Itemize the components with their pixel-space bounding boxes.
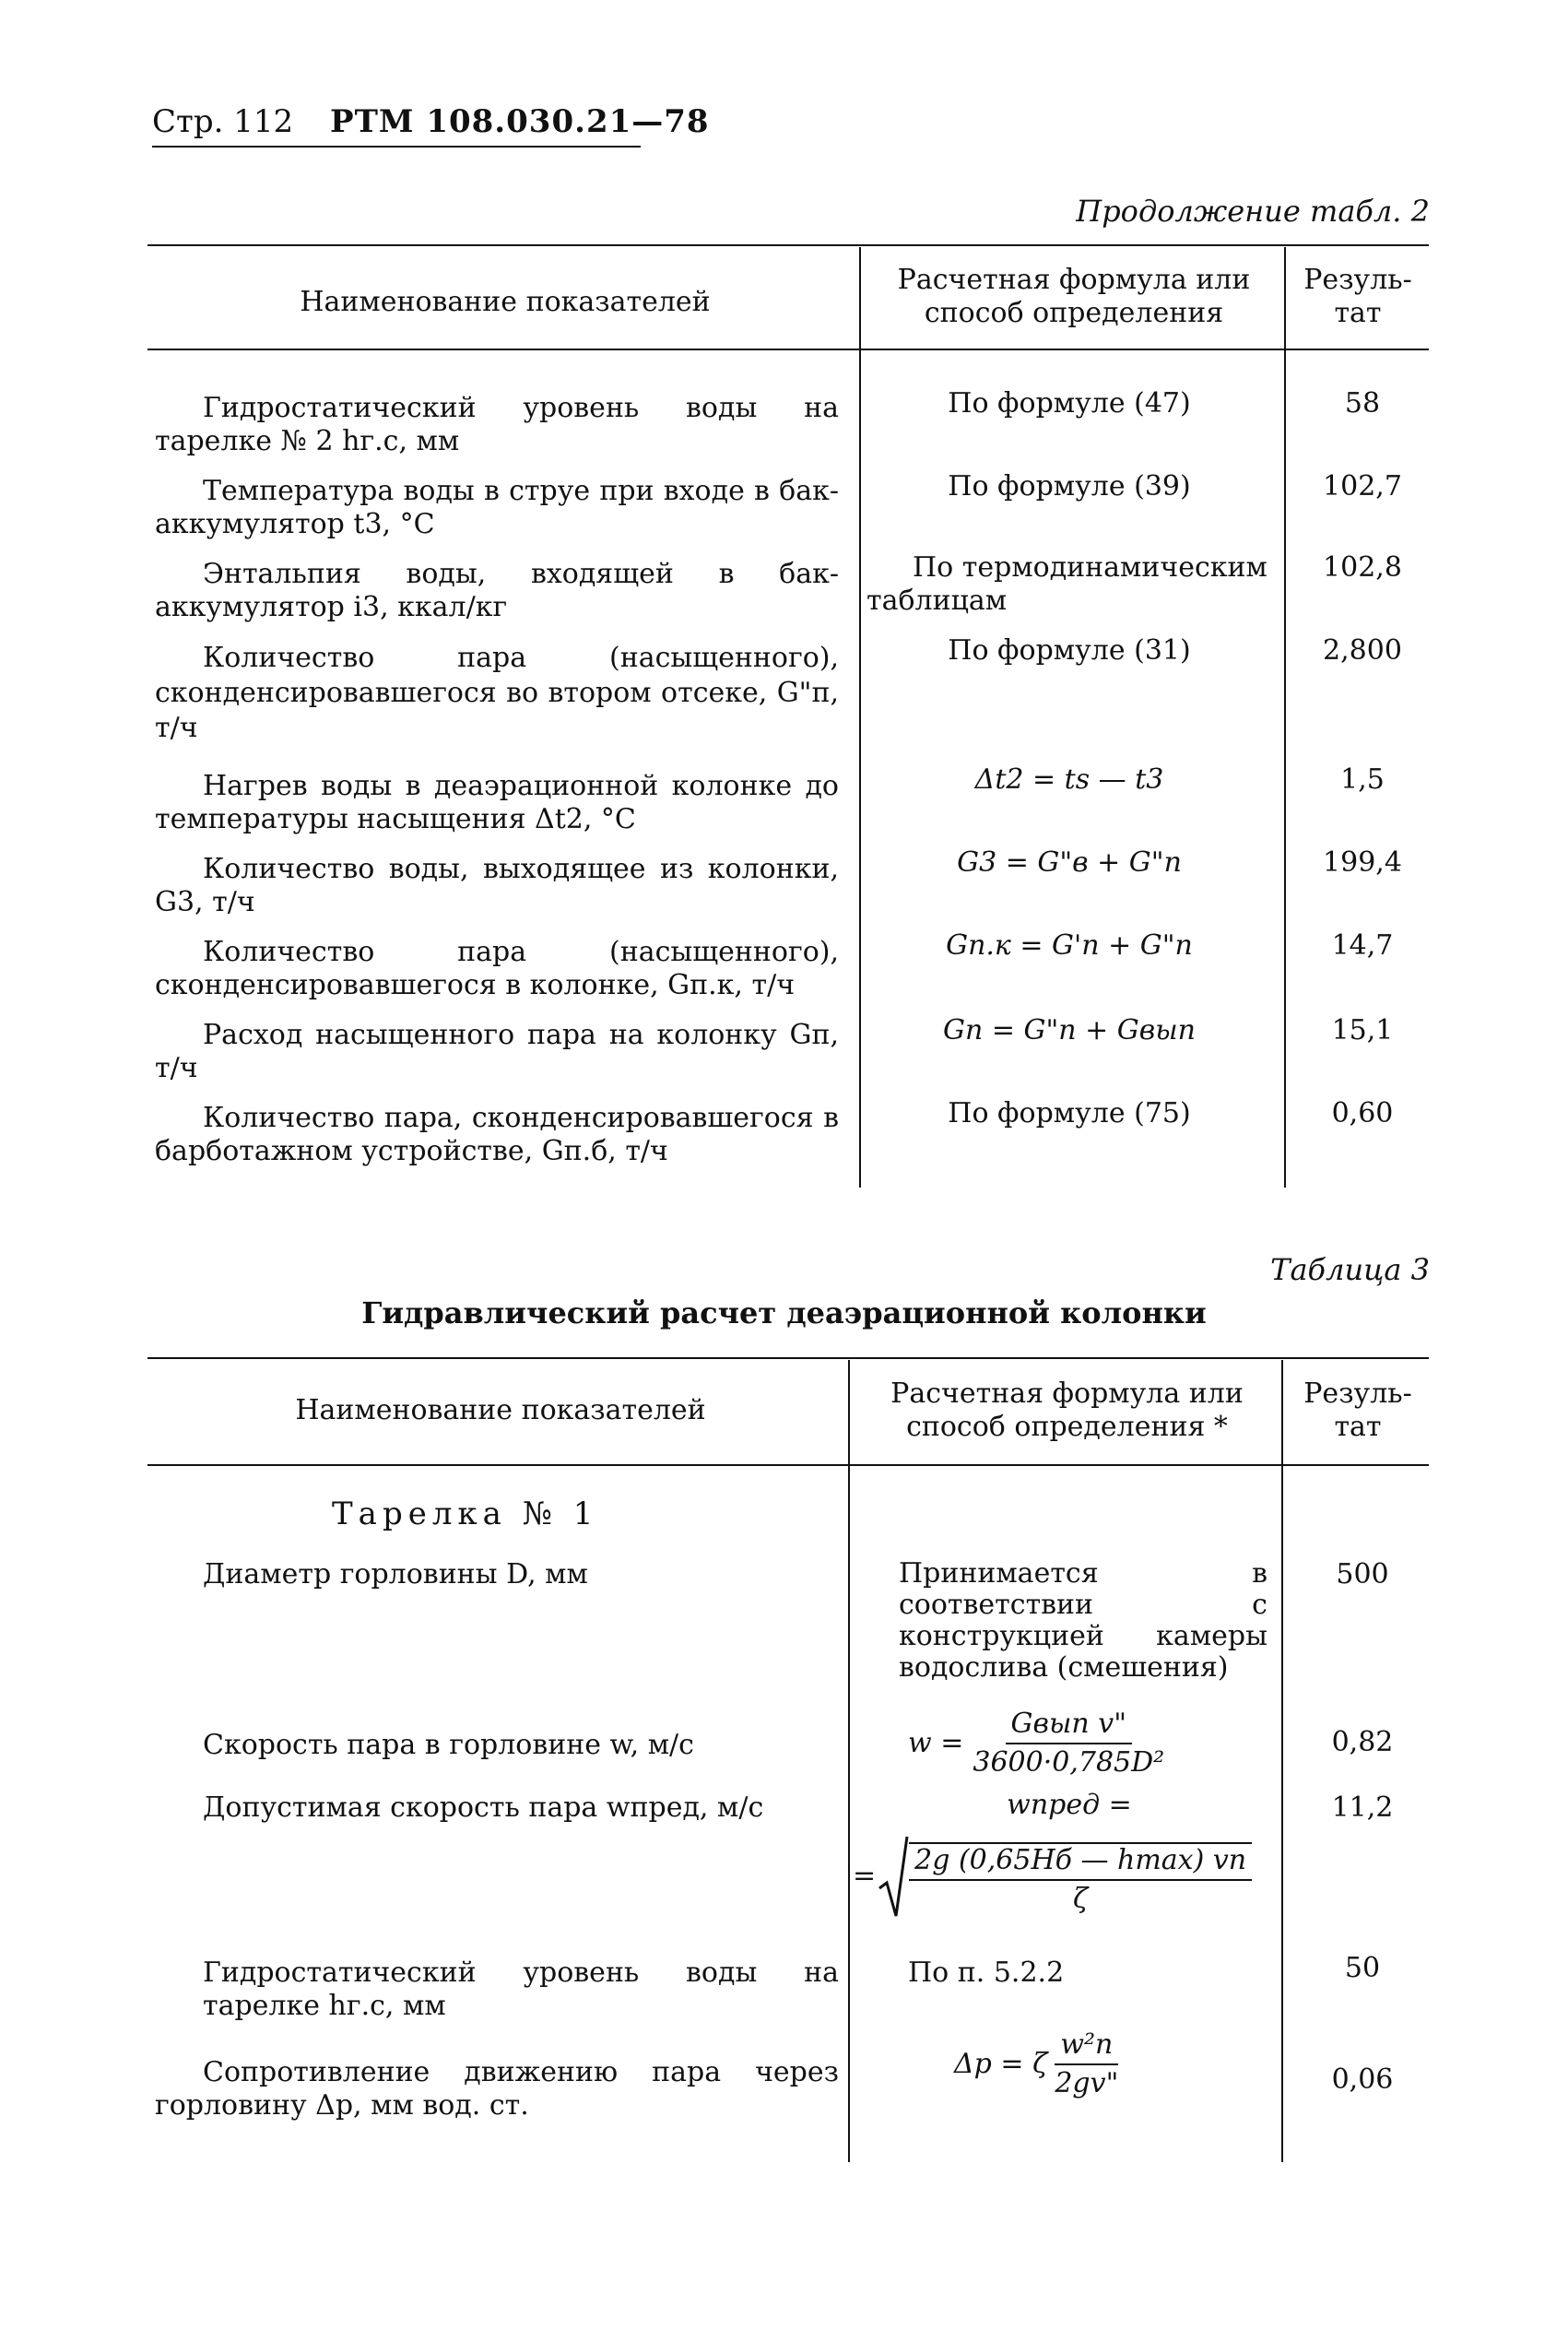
- table3-col-name: Наименование показателей: [295, 1394, 706, 1426]
- table2-row7-formula: Gп.к = G'п + G"п: [946, 929, 1193, 962]
- table3-row3-result: 11,2: [1331, 1791, 1394, 1824]
- table2-row6-result: 199,4: [1323, 846, 1402, 879]
- table2-col-formula: Расчетная формула или способ определения: [897, 264, 1251, 329]
- table3-header-rule: [147, 1464, 1429, 1466]
- table3-caption: Таблица 3: [1270, 1252, 1430, 1287]
- table2-top-rule: [147, 244, 1429, 246]
- table3-row5-formula-numerator: w²п: [1055, 2028, 1118, 2065]
- table3-row3-formula-denominator: ζ: [1072, 1883, 1089, 1915]
- table2-row8-result: 15,1: [1331, 1014, 1394, 1046]
- table2-row7-name: Количество пара (насыщенного), сконденсировавшегося в колонке, Gп.к, т/ч: [155, 936, 839, 1001]
- table3-row2-formula-lhs: w =: [908, 1727, 964, 1759]
- table2-row6-formula: G3 = G"в + G"п: [957, 846, 1182, 879]
- table2-row2-formula: По формуле (39): [948, 470, 1191, 502]
- table3-col-formula: Расчетная формула или способ определения *: [890, 1377, 1244, 1443]
- table3-col-divider-1: [848, 1360, 850, 2162]
- table2-col-divider-2: [1284, 247, 1286, 1188]
- sqrt-icon: [878, 1835, 909, 1918]
- table2-row9-result: 0,60: [1331, 1097, 1394, 1129]
- table2-row3-name: Энтальпия воды, входящей в бак-аккумулятор i3, ккал/кг: [155, 558, 839, 623]
- table2-row7-result: 14,7: [1331, 929, 1394, 962]
- table3-row5-formula-denominator: 2gv": [1055, 2067, 1119, 2099]
- table2-row8-formula: Gп = G"п + Gвып: [943, 1014, 1196, 1046]
- table2-row9-formula: По формуле (75): [948, 1097, 1191, 1129]
- table3-col-result: Резуль-тат: [1303, 1377, 1412, 1443]
- table3-row5-formula: [954, 2028, 1118, 2100]
- table3-row4-name: Гидростатический уровень воды на тарелке hг.с, мм: [203, 1957, 839, 2022]
- table2-row4-name: Количество пара (насыщенного), сконденсировавшегося во втором отсеке, G"п, т/ч: [155, 642, 839, 744]
- document-code: РТМ 108.030.21—78: [330, 103, 710, 140]
- table3-row2-formula-denominator: 3600·0,785D²: [973, 1746, 1165, 1779]
- table3-top-rule: [147, 1357, 1429, 1359]
- table2-row4-result: 2,800: [1323, 634, 1402, 667]
- header-rule: [152, 146, 641, 148]
- table3-row1-name: Диаметр горловины D, мм: [203, 1558, 588, 1590]
- table3-row1-formula: Принимается в соответствии с конструкцией камеры водослива (смешения): [899, 1557, 1267, 1684]
- table2-row3-formula: По термодинамическим таблицам: [867, 551, 1267, 617]
- table3-subsection-plate-1: Тарелка № 1: [332, 1496, 599, 1532]
- table2-row5-result: 1,5: [1340, 763, 1385, 796]
- page-number: Стр. 112: [152, 103, 294, 140]
- table3-title: Гидравлический расчет деаэрационной колонки: [361, 1295, 1207, 1330]
- table3-row2-formula: [908, 1708, 1164, 1779]
- table2-row1-formula: По формуле (47): [948, 387, 1191, 420]
- table3-row4-result: 50: [1344, 1952, 1381, 1984]
- table2-row3-result: 102,8: [1323, 551, 1402, 584]
- table3-row5-result: 0,06: [1331, 2063, 1394, 2096]
- table2-row6-name: Количество воды, выходящее из колонки, G3, т/ч: [155, 853, 839, 918]
- table2-row8-name: Расход насыщенного пара на колонку Gп, т/ч: [155, 1019, 839, 1084]
- table2-row4-formula: По формуле (31): [948, 634, 1191, 667]
- table2-row5-name: Нагрев воды в деаэрационной колонке до температуры насыщения Δt2, °С: [155, 770, 839, 835]
- table3-row3-name: Допустимая скорость пара wпред, м/с: [203, 1791, 764, 1824]
- table2-row5-formula: Δt2 = ts — t3: [974, 763, 1164, 796]
- table3-row1-result: 500: [1336, 1558, 1389, 1590]
- table2-col-divider-1: [859, 247, 861, 1188]
- table3-row3-formula-line1: wпред =: [1007, 1789, 1132, 1821]
- table2-row2-result: 102,7: [1323, 470, 1402, 502]
- table2-row1-result: 58: [1344, 387, 1381, 420]
- table2-header-rule: [147, 349, 1429, 350]
- table2-col-result: Резуль-тат: [1303, 264, 1412, 329]
- table3-col-divider-2: [1281, 1360, 1283, 2162]
- table3-row3-formula-sqrt: = $\frac{2g (0,65Hб — hmax) vп}{\zeta}$: [853, 1835, 1252, 1918]
- table2-row2-name: Температура воды в струе при входе в бак-аккумулятор t3, °С: [155, 475, 839, 540]
- table2-col-name: Наименование показателей: [300, 286, 711, 318]
- table3-row2-formula-numerator: Gвып v": [1006, 1708, 1132, 1744]
- table3-row2-name: Скорость пара в горловине w, м/с: [203, 1729, 694, 1761]
- table3-row2-result: 0,82: [1331, 1726, 1394, 1758]
- table3-row4-formula: По п. 5.2.2: [908, 1957, 1065, 1989]
- table3-row5-formula-lhs: Δp = ζ: [954, 2048, 1048, 2080]
- table3-row3-formula-numerator: 2g (0,65Hб — hmax) vп: [909, 1844, 1252, 1881]
- table2-row1-name: Гидростатический уровень воды на тарелке № 2 hг.с, мм: [155, 392, 839, 457]
- table2-row9-name: Количество пара, сконденсировавшегося в барботажном устройстве, Gп.б, т/ч: [155, 1102, 839, 1167]
- table3-row5-name: Сопротивление движению пара через горловину Δp, мм вод. ст.: [155, 2056, 839, 2122]
- table2-caption: Продолжение табл. 2: [1076, 194, 1430, 229]
